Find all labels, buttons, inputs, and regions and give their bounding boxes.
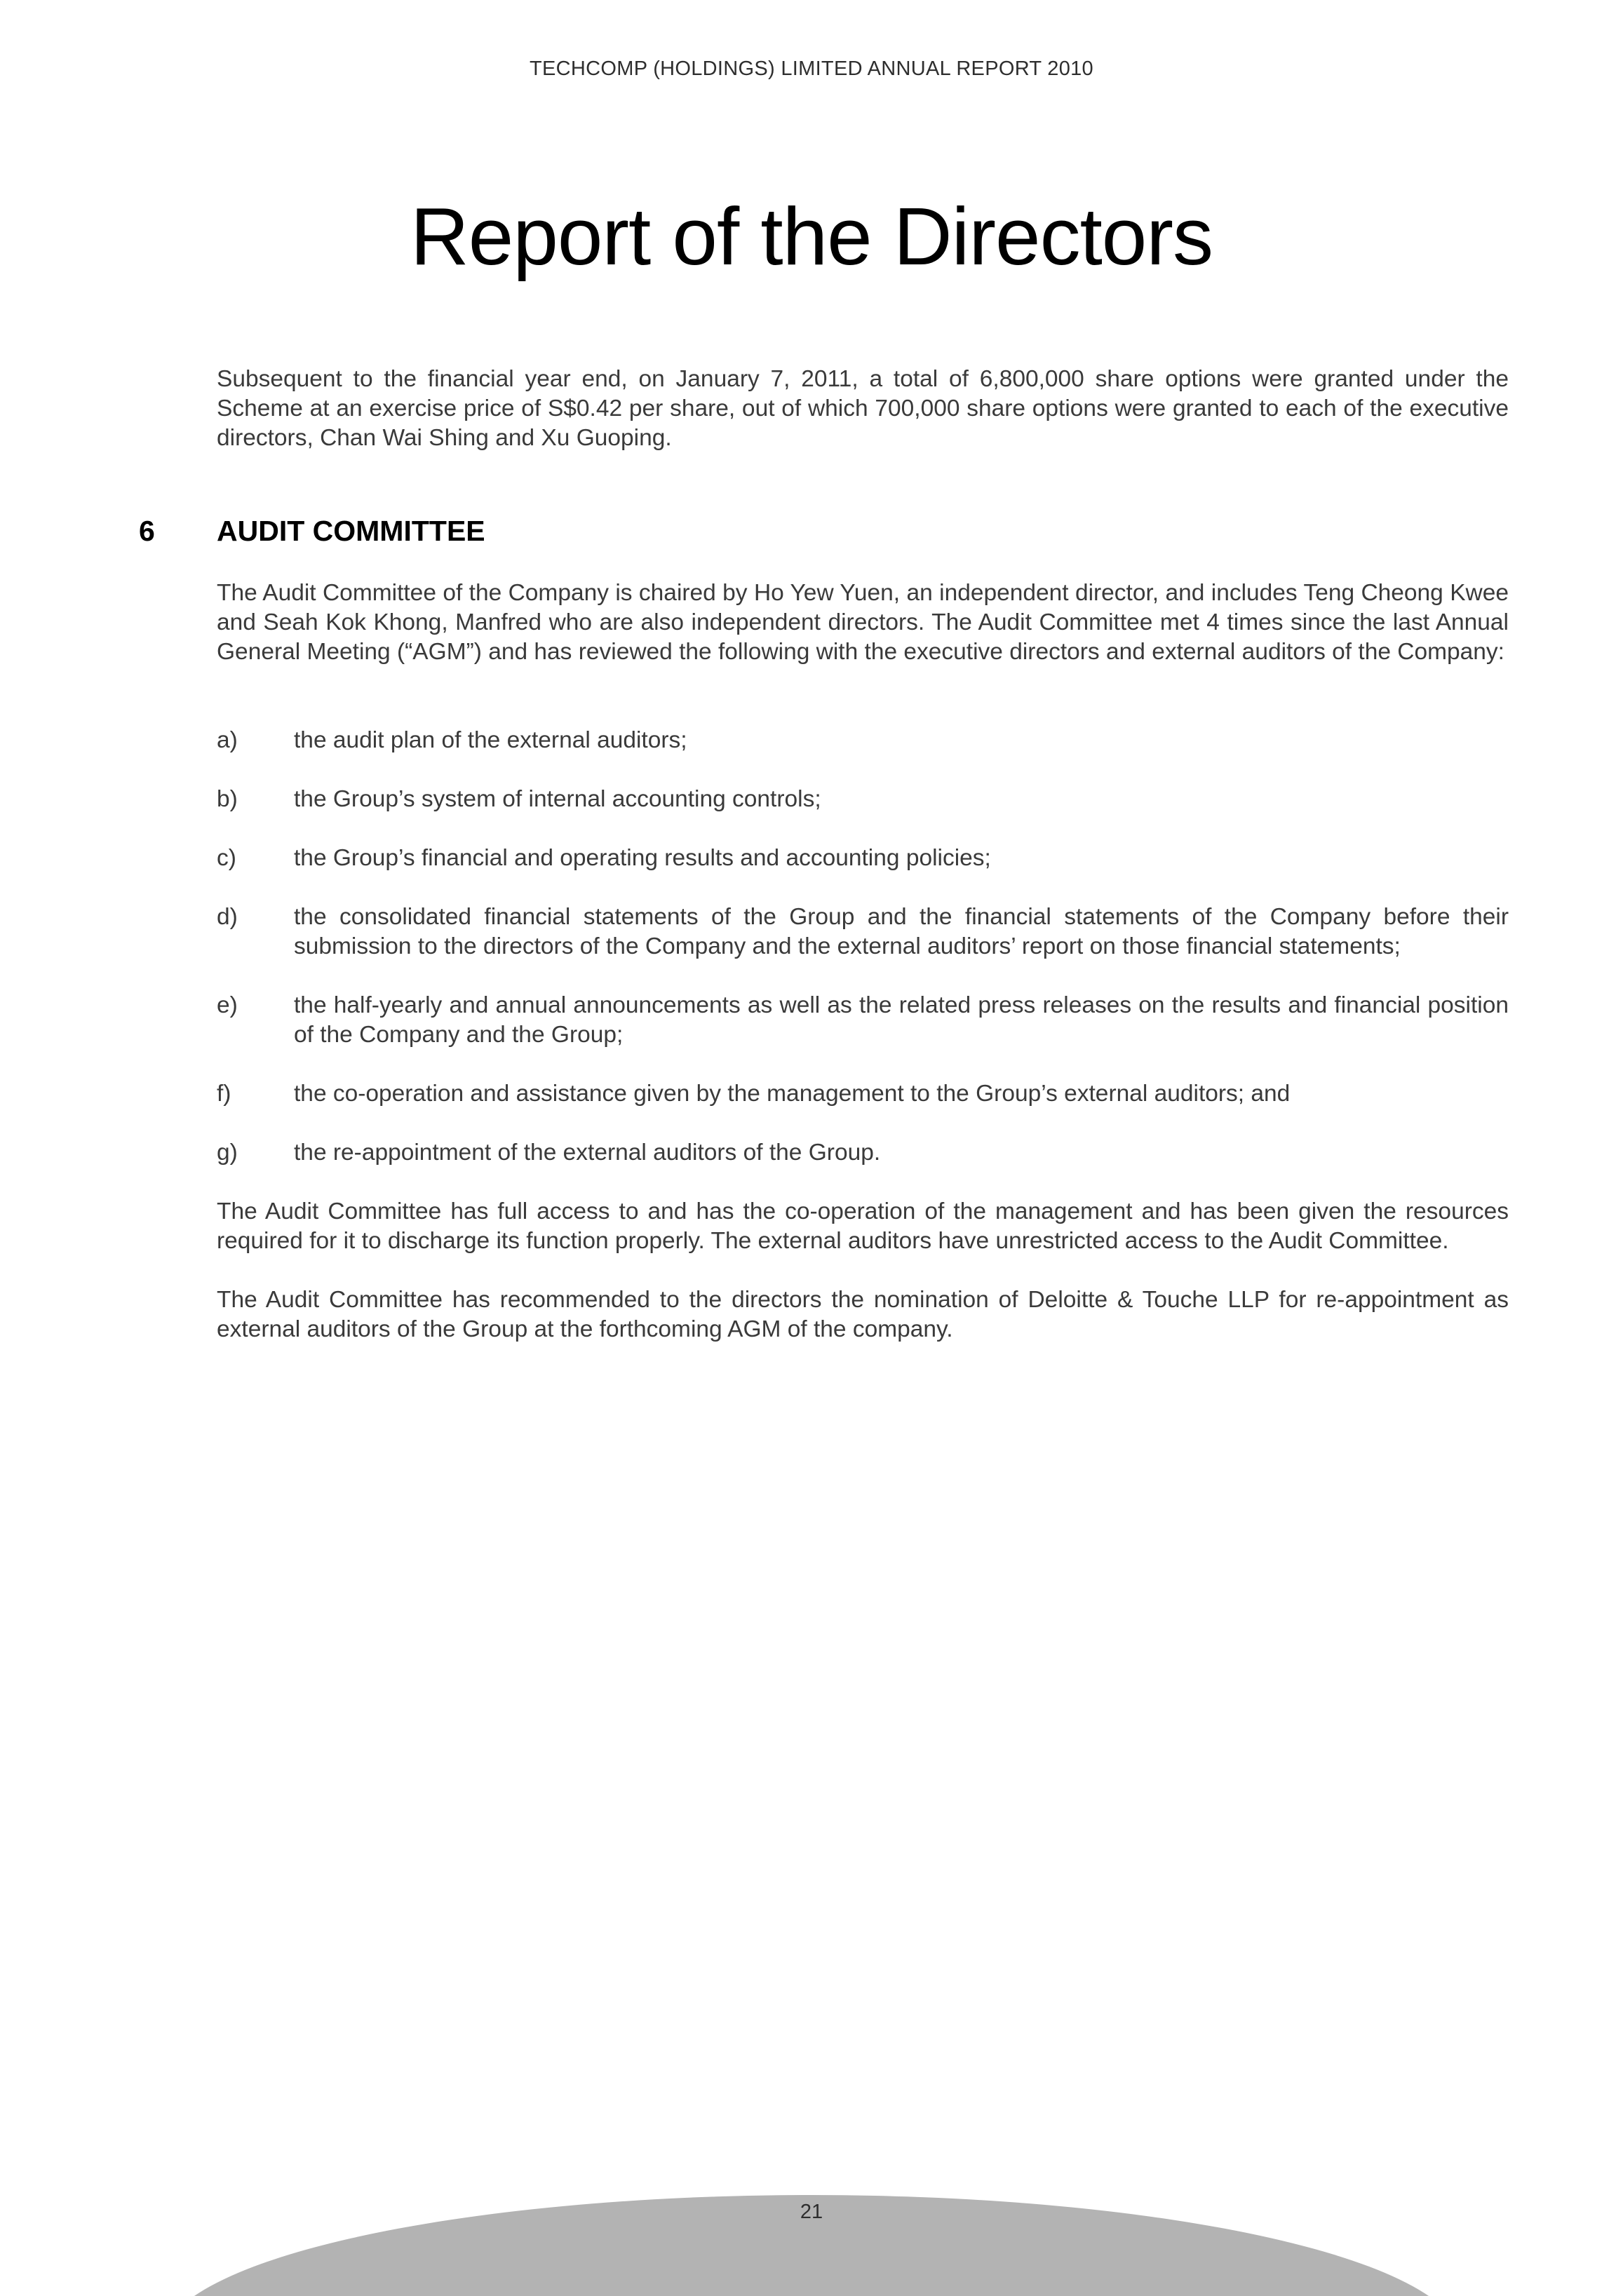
page-title: Report of the Directors bbox=[410, 191, 1213, 282]
list-item-text: the half-yearly and annual announcements as well as the related press releases on the results and financial position of the Company and the Group; bbox=[294, 992, 1509, 1048]
list-marker: g) bbox=[217, 1140, 238, 1166]
list-item-text: the audit plan of the external auditors; bbox=[294, 727, 687, 753]
section-intro-paragraph: The Audit Committee of the Company is chaired by Ho Yew Yuen, an independent director, and includes Teng Cheong Kwee and Seah Kok Khong, Manfred who are also independent directors. The Audit Committee met 4 times since the last Annual General Meeting (“AGM”) and has reviewed the following with the executive directors and external auditors of the Company: bbox=[217, 580, 1509, 665]
list-item-text: the re-appointment of the external auditors of the Group. bbox=[294, 1140, 881, 1166]
list-item-text: the consolidated financial statements of the Group and the financial statements of the Company before their submission to the directors of the Company and the external auditors’ report on those financial statements; bbox=[294, 904, 1509, 959]
running-header: TECHCOMP (HOLDINGS) LIMITED ANNUAL REPORT 2010 bbox=[530, 58, 1093, 80]
list-marker: e) bbox=[217, 992, 238, 1018]
list-item bbox=[217, 726, 1509, 755]
closing-paragraph-2: The Audit Committee has recommended to the directors the nomination of Deloitte & Touche LLP for re-appointment as external auditors of the Group at the forthcoming AGM of the company. bbox=[217, 1287, 1509, 1342]
intro-paragraph: Subsequent to the financial year end, on January 7, 2011, a total of 6,800,000 share options were granted under the Scheme at an exercise price of S$0.42 per share, out of which 700,000 share options were granted to each of the executive directors, Chan Wai Shing and Xu Guoping. bbox=[217, 366, 1509, 451]
section-number: 6 bbox=[139, 515, 155, 547]
closing-paragraph-1: The Audit Committee has full access to and has the co-operation of the management and has been given the resources required for it to discharge its function properly. The external auditors have unrestricted access to the Audit Committee. bbox=[217, 1198, 1509, 1254]
page-number: 21 bbox=[800, 2201, 823, 2223]
list-item bbox=[217, 1138, 1509, 1168]
list-item-text: the Group’s system of internal accounting controls; bbox=[294, 786, 821, 812]
list-marker: f) bbox=[217, 1081, 231, 1107]
list-marker: d) bbox=[217, 904, 238, 930]
list-item bbox=[217, 991, 1509, 1050]
list-item bbox=[217, 785, 1509, 814]
list-marker: a) bbox=[217, 727, 238, 753]
list-item bbox=[217, 903, 1509, 961]
list-marker: b) bbox=[217, 786, 238, 812]
section-title: AUDIT COMMITTEE bbox=[217, 515, 485, 547]
list-item-text: the co-operation and assistance given by the management to the Group’s external auditors; and bbox=[294, 1081, 1291, 1107]
list-item bbox=[217, 844, 1509, 873]
list-marker: c) bbox=[217, 845, 236, 871]
list-item bbox=[217, 1079, 1509, 1109]
list-item-text: the Group’s financial and operating results and accounting policies; bbox=[294, 845, 991, 871]
